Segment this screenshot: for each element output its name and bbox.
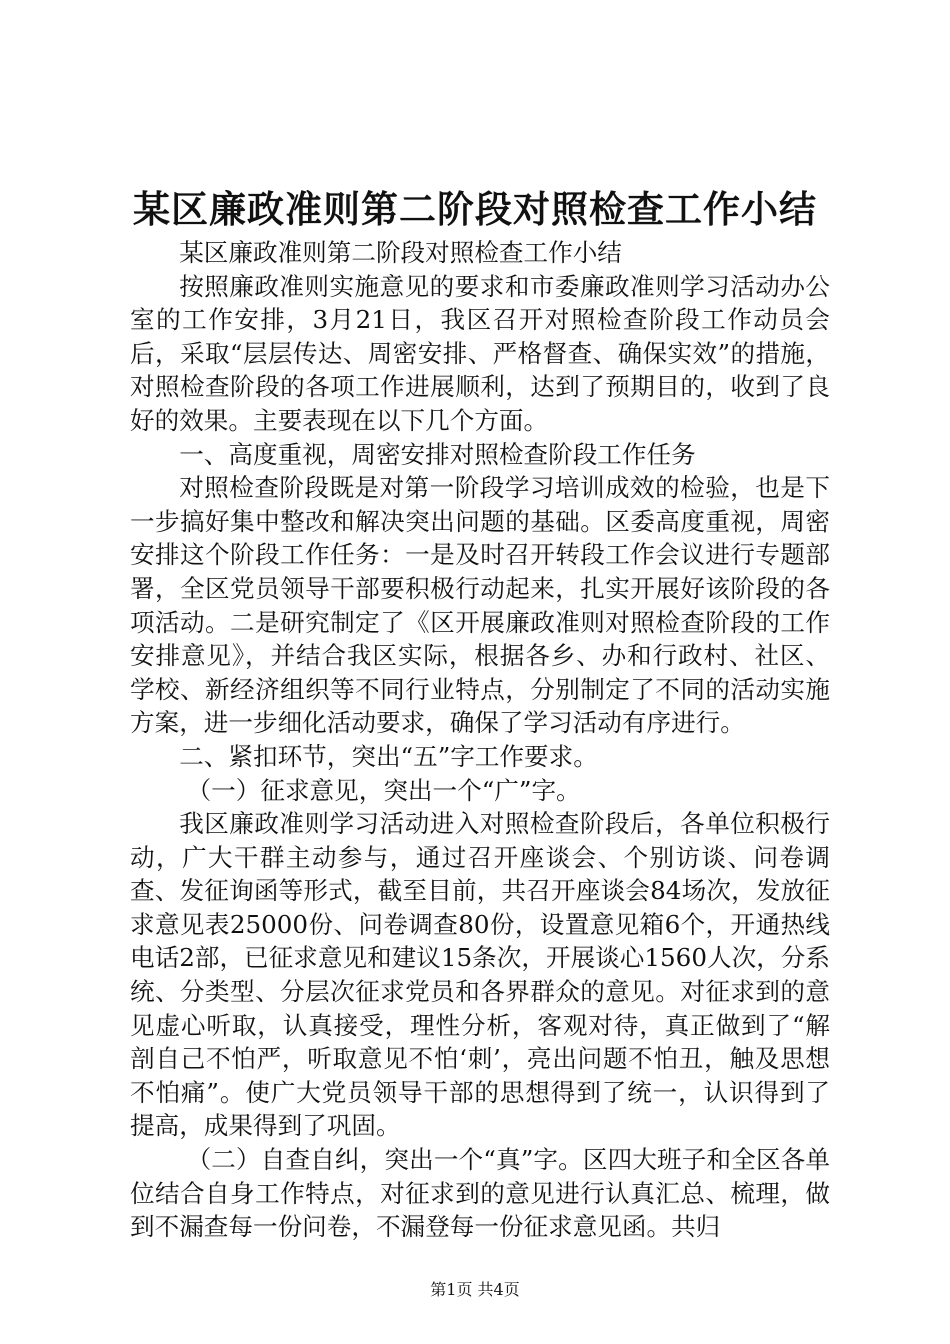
paragraph-subtitle: 某区廉政准则第二阶段对照检查工作小结 [179, 238, 622, 267]
paragraph-subsection-1: 我区廉政准则学习活动进入对照检查阶段后，各单位积极行动，广大干群主动参与，通过召开座谈会、个别访谈、问卷调查、发征询函等形式，截至目前，共召开座谈会84场次，发放征求意见表25000份、问卷调查80份，设置意见箱6个，开通热线电话2部，已征求意见和建议15条次，开展谈心1560人次，分系统、分类型、分层次征求党员和各界群众的意见。对征求到的意见虚心听取，认真接受，理性分析，客观对待，真正做到了“解剖自己不怕严，听取意见不怕‘刺’，亮出问题不怕丑，触及思想不怕痛”。使广大党员领导干部的思想得到了统一，认识得到了提高，成果得到了巩固。 [130, 809, 830, 1141]
paragraph-subsection-2: （二）自查自纠，突出一个“真”字。区四大班子和全区各单位结合自身工作特点，对征求到的意见进行认真汇总、梳理，做到不漏查每一份问卷，不漏登每一份征求意见函。共归 [130, 1145, 830, 1242]
document-body [130, 236, 830, 1244]
document-title: 某区廉政准则第二阶段对照检查工作小结 [133, 188, 817, 231]
page-footer: 第1页 共4页 [430, 1280, 520, 1299]
paragraph-intro: 按照廉政准则实施意见的要求和市委廉政准则学习活动办公室的工作安排，3月21日，我区召开对照检查阶段工作动员会后，采取“层层传达、周密安排、严格督查、确保实效”的措施，对照检查阶段的各项工作进展顺利，达到了预期目的，收到了良好的效果。主要表现在以下几个方面。 [130, 271, 830, 435]
section-heading-2: 二、紧扣环节，突出“五”字工作要求。 [179, 741, 598, 771]
subsection-heading-1: （一）征求意见，突出一个“广”字。 [186, 775, 581, 805]
section-heading-1: 一、高度重视，周密安排对照检查阶段工作任务 [179, 439, 696, 469]
paragraph-section-1: 对照检查阶段既是对第一阶段学习培训成效的检验，也是下一步搞好集中整改和解决突出问题的基础。区委高度重视，周密安排这个阶段工作任务：一是及时召开转段工作会议进行专题部署，全区党员领导干部要积极行动起来，扎实开展好该阶段的各项活动。二是研究制定了《区开展廉政准则对照检查阶段的工作安排意见》，并结合我区实际，根据各乡、办和行政村、社区、学校、新经济组织等不同行业特点，分别制定了不同的活动实施方案，进一步细化活动要求，确保了学习活动有序进行。 [130, 473, 830, 738]
